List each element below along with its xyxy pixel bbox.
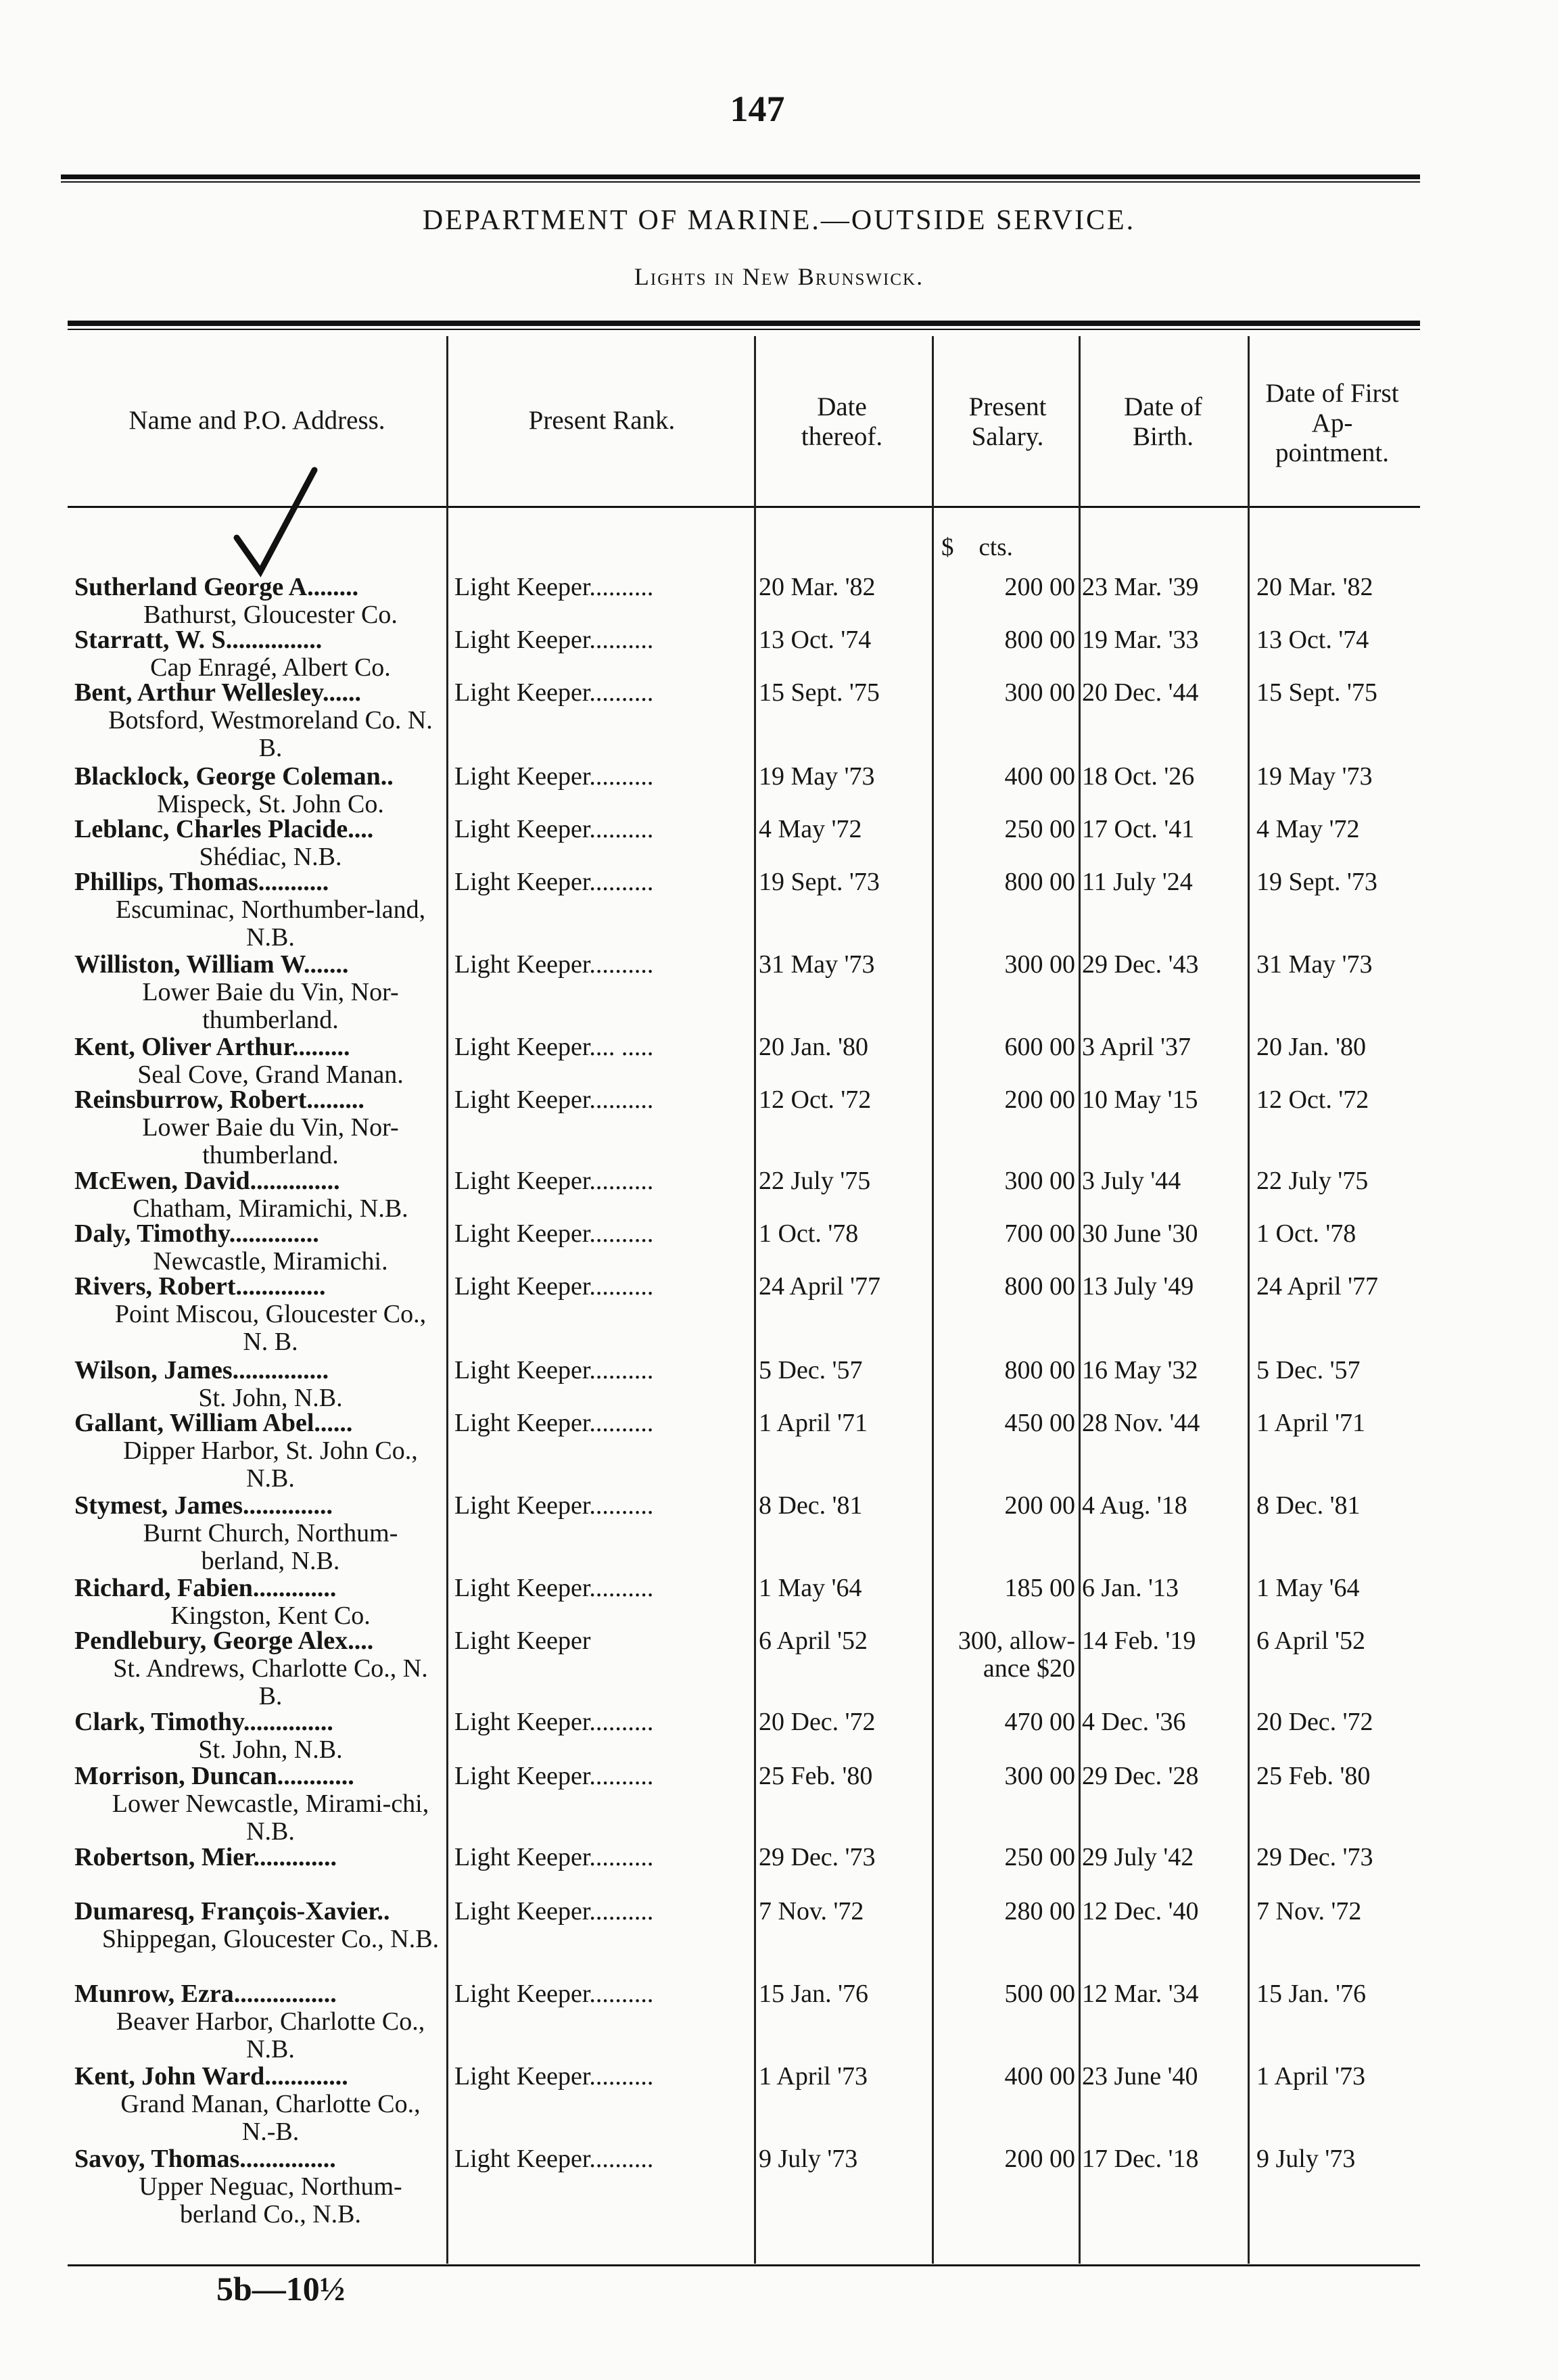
cell-birth: 23 June '40 <box>1082 2062 1198 2091</box>
table-top-rule <box>68 321 1420 326</box>
post-office-address: Escuminac, Northumber-land, N.B. <box>115 895 426 952</box>
cell-salary: 470 00 <box>1004 1708 1075 1736</box>
cell-first: 22 July '75 <box>1256 1167 1369 1195</box>
cell-date: 15 Jan. '76 <box>759 1980 869 2008</box>
cell-name-address <box>74 2063 440 2146</box>
cell-rank: Light Keeper <box>454 1627 591 1655</box>
cell-first: 12 Oct. '72 <box>1256 1086 1369 1114</box>
cell-date: 20 Jan. '80 <box>759 1033 869 1061</box>
cell-first: 1 April '73 <box>1256 2062 1365 2091</box>
keeper-name: Savoy, Thomas............... <box>74 2145 336 2173</box>
cell-name-address <box>74 816 440 871</box>
cell-first: 13 Oct. '74 <box>1256 626 1369 654</box>
cell-birth: 4 Aug. '18 <box>1082 1491 1187 1520</box>
cell-date: 22 July '75 <box>759 1167 871 1195</box>
post-office-address: Botsford, Westmoreland Co. N. B. <box>108 706 433 762</box>
header-name: Name and P.O. Address. <box>128 406 385 435</box>
keeper-name: Pendlebury, George Alex.... <box>74 1627 374 1655</box>
column-divider <box>754 336 756 2264</box>
cell-birth: 29 July '42 <box>1082 1843 1194 1871</box>
cell-first: 24 April '77 <box>1256 1272 1378 1301</box>
cell-date: 20 Mar. '82 <box>759 573 876 601</box>
cell-rank: Light Keeper.......... <box>454 574 654 601</box>
cell-rank: Light Keeper.......... <box>454 1086 654 1114</box>
cell-name-address <box>74 1708 440 1764</box>
cell-date: 12 Oct. '72 <box>759 1086 872 1114</box>
cell-name-address <box>74 868 440 952</box>
cell-salary: 500 00 <box>1004 1980 1075 2008</box>
cell-first: 31 May '73 <box>1256 950 1373 979</box>
cell-birth: 12 Mar. '34 <box>1082 1980 1199 2008</box>
cell-name-address <box>74 679 440 762</box>
post-office-address: St. John, N.B. <box>198 1735 343 1764</box>
cell-rank: Light Keeper.......... <box>454 679 654 707</box>
cell-first: 25 Feb. '80 <box>1256 1762 1371 1790</box>
cents-label: cts. <box>978 534 1013 561</box>
cell-rank: Light Keeper.......... <box>454 1273 654 1301</box>
cell-rank: Light Keeper.......... <box>454 763 654 791</box>
cell-salary: 800 00 <box>1004 1272 1075 1301</box>
cell-salary: 300, allow-ance $20 <box>958 1627 1075 1683</box>
cell-first: 19 May '73 <box>1256 762 1373 791</box>
header-date: Date thereof. <box>801 392 883 451</box>
cell-name-address <box>74 1492 440 1575</box>
cell-name-address <box>74 1409 440 1493</box>
post-office-address: Grand Manan, Charlotte Co., N.-B. <box>120 2090 421 2146</box>
cell-date: 19 May '73 <box>759 762 875 791</box>
header-first: Date of First Ap-pointment. <box>1265 379 1399 467</box>
cell-rank: Light Keeper.......... <box>454 1980 654 2008</box>
cell-name-address <box>74 1574 440 1630</box>
cell-birth: 28 Nov. '44 <box>1082 1409 1200 1437</box>
post-office-address: Chatham, Miramichi, N.B. <box>133 1194 408 1223</box>
post-office-address: Mispeck, St. John Co. <box>157 790 384 818</box>
keeper-name: Williston, William W....... <box>74 951 349 979</box>
cell-name-address <box>74 763 440 818</box>
cell-first: 8 Dec. '81 <box>1256 1491 1361 1520</box>
cell-birth: 3 July '44 <box>1082 1167 1181 1195</box>
header-rank: Present Rank. <box>528 406 676 435</box>
cell-birth: 4 Dec. '36 <box>1082 1708 1186 1736</box>
cell-birth: 3 April '37 <box>1082 1033 1191 1061</box>
cell-name-address <box>74 1627 440 1710</box>
post-office-address: Newcastle, Miramichi. <box>153 1247 388 1276</box>
cell-birth: 10 May '15 <box>1082 1086 1198 1114</box>
cell-rank: Light Keeper.......... <box>454 1357 654 1384</box>
cell-name-address <box>74 574 440 629</box>
post-office-address: Shédiac, N.B. <box>199 843 342 871</box>
cell-name-address <box>74 2145 440 2229</box>
post-office-address: St. John, N.B. <box>198 1384 343 1412</box>
top-rule-thick <box>61 174 1420 179</box>
cell-salary: 280 00 <box>1004 1897 1075 1926</box>
cell-birth: 19 Mar. '33 <box>1082 626 1199 654</box>
cell-birth: 17 Dec. '18 <box>1082 2145 1199 2173</box>
top-rule-thin <box>61 181 1420 183</box>
keeper-name: Dumaresq, François-Xavier.. <box>74 1898 390 1926</box>
cell-name-address <box>74 951 440 1034</box>
post-office-address: Point Miscou, Gloucester Co., N. B. <box>114 1300 427 1356</box>
keeper-name: McEwen, David.............. <box>74 1167 340 1195</box>
cell-date: 5 Dec. '57 <box>759 1356 863 1384</box>
keeper-name: Reinsburrow, Robert......... <box>74 1086 364 1114</box>
cell-date: 1 April '73 <box>759 2062 868 2091</box>
cell-birth: 29 Dec. '43 <box>1082 950 1199 979</box>
keeper-name: Kent, Oliver Arthur......... <box>74 1033 350 1061</box>
cell-salary: 800 00 <box>1004 1356 1075 1384</box>
keeper-name: Stymest, James.............. <box>74 1492 333 1520</box>
department-title: DEPARTMENT OF MARINE.—OUTSIDE SERVICE. <box>422 205 1136 236</box>
cell-first: 15 Jan. '76 <box>1256 1980 1367 2008</box>
cell-rank: Light Keeper.......... <box>454 1574 654 1602</box>
cell-rank: Light Keeper.......... <box>454 2063 654 2091</box>
cell-first: 6 April '52 <box>1256 1627 1365 1655</box>
cell-name-address <box>74 1357 440 1412</box>
cell-salary: 300 00 <box>1004 678 1075 707</box>
cell-name-address <box>74 1167 440 1223</box>
cell-date: 1 Oct. '78 <box>759 1219 859 1248</box>
cell-date: 29 Dec. '73 <box>759 1843 876 1871</box>
cell-salary: 250 00 <box>1004 815 1075 843</box>
cell-date: 4 May '72 <box>759 815 862 843</box>
cell-first: 15 Sept. '75 <box>1256 678 1377 707</box>
cell-rank: Light Keeper.......... <box>454 1844 654 1871</box>
cell-name-address <box>74 1220 440 1276</box>
post-office-address: Lower Newcastle, Mirami-chi, N.B. <box>112 1790 429 1846</box>
cell-rank: Light Keeper.......... <box>454 2145 654 2173</box>
cell-salary: 800 00 <box>1004 868 1075 896</box>
table-bottom-rule <box>68 2264 1420 2266</box>
keeper-name: Phillips, Thomas........... <box>74 868 329 896</box>
page-number: 147 <box>730 89 785 129</box>
cell-salary: 300 00 <box>1004 950 1075 979</box>
cell-date: 31 May '73 <box>759 950 875 979</box>
keeper-name: Leblanc, Charles Placide.... <box>74 816 374 843</box>
post-office-address: Burnt Church, Northum-berland, N.B. <box>143 1519 398 1575</box>
cell-date: 24 April '77 <box>759 1272 880 1301</box>
cell-birth: 13 July '49 <box>1082 1272 1194 1301</box>
post-office-address: Upper Neguac, Northum-berland Co., N.B. <box>139 2172 402 2229</box>
cell-first: 29 Dec. '73 <box>1256 1843 1373 1871</box>
footer-signature: 5b—10½ <box>216 2270 346 2308</box>
post-office-address: Lower Baie du Vin, Nor-thumberland. <box>142 978 399 1034</box>
column-divider <box>446 336 448 2264</box>
cell-first: 20 Jan. '80 <box>1256 1033 1367 1061</box>
cell-date: 19 Sept. '73 <box>759 868 880 896</box>
cell-salary: 200 00 <box>1004 2145 1075 2173</box>
cell-first: 1 April '71 <box>1256 1409 1365 1437</box>
cell-rank: Light Keeper.... ..... <box>454 1033 654 1061</box>
post-office-address: Cap Enragé, Albert Co. <box>150 653 391 682</box>
cell-salary: 800 00 <box>1004 626 1075 654</box>
cell-salary: 300 00 <box>1004 1762 1075 1790</box>
cell-first: 20 Mar. '82 <box>1256 573 1373 601</box>
cell-rank: Light Keeper.......... <box>454 1220 654 1248</box>
cell-rank: Light Keeper.......... <box>454 816 654 843</box>
cell-date: 1 April '71 <box>759 1409 868 1437</box>
keeper-name: Sutherland George A........ <box>74 574 359 601</box>
post-office-address: Dipper Harbor, St. John Co., N.B. <box>123 1437 418 1493</box>
column-divider <box>1248 336 1250 2264</box>
cell-salary: 700 00 <box>1004 1219 1075 1248</box>
post-office-address: Shippegan, Gloucester Co., N.B. <box>101 1925 440 1953</box>
cell-birth: 20 Dec. '44 <box>1082 678 1199 707</box>
cell-first: 19 Sept. '73 <box>1256 868 1377 896</box>
cell-date: 13 Oct. '74 <box>759 626 872 654</box>
cell-birth: 29 Dec. '28 <box>1082 1762 1199 1790</box>
keeper-name: Blacklock, George Coleman.. <box>74 763 394 791</box>
cell-birth: 16 May '32 <box>1082 1356 1198 1384</box>
cell-salary: 200 00 <box>1004 1086 1075 1114</box>
column-divider <box>932 336 934 2264</box>
cell-birth: 6 Jan. '13 <box>1082 1574 1179 1602</box>
cell-salary: 400 00 <box>1004 2062 1075 2091</box>
post-office-address: St. Andrews, Charlotte Co., N. B. <box>113 1654 428 1710</box>
keeper-name: Morrison, Duncan............ <box>74 1763 354 1790</box>
cell-salary: 185 00 <box>1004 1574 1075 1602</box>
cell-rank: Light Keeper.......... <box>454 1898 654 1926</box>
cell-date: 7 Nov. '72 <box>759 1897 864 1926</box>
check-mark-icon <box>230 463 325 578</box>
cell-birth: 12 Dec. '40 <box>1082 1897 1199 1926</box>
header-birth: Date of Birth. <box>1124 392 1202 451</box>
keeper-name: Gallant, William Abel...... <box>74 1409 353 1437</box>
keeper-name: Munrow, Ezra................ <box>74 1980 337 2008</box>
cell-salary: 600 00 <box>1004 1033 1075 1061</box>
cell-rank: Light Keeper.......... <box>454 1763 654 1790</box>
currency-units <box>941 533 1013 562</box>
cell-rank: Light Keeper.......... <box>454 868 654 896</box>
cell-first: 5 Dec. '57 <box>1256 1356 1361 1384</box>
header-salary: Present Salary. <box>968 392 1047 451</box>
keeper-name: Richard, Fabien............. <box>74 1574 337 1602</box>
cell-birth: 11 July '24 <box>1082 868 1193 896</box>
cell-date: 20 Dec. '72 <box>759 1708 876 1736</box>
cell-first: 1 Oct. '78 <box>1256 1219 1356 1248</box>
cell-date: 9 July '73 <box>759 2145 858 2173</box>
cell-birth: 30 June '30 <box>1082 1219 1198 1248</box>
post-office-address: Beaver Harbor, Charlotte Co., N.B. <box>116 2007 425 2063</box>
cell-date: 6 April '52 <box>759 1627 868 1655</box>
cell-rank: Light Keeper.......... <box>454 1409 654 1437</box>
section-subtitle: Lights in New Brunswick. <box>634 263 924 290</box>
cell-salary: 450 00 <box>1004 1409 1075 1437</box>
cell-salary: 200 00 <box>1004 573 1075 601</box>
cell-rank: Light Keeper.......... <box>454 1492 654 1520</box>
post-office-address: Bathurst, Gloucester Co. <box>143 601 398 629</box>
cell-date: 15 Sept. '75 <box>759 678 880 707</box>
cell-date: 1 May '64 <box>759 1574 862 1602</box>
cell-name-address <box>74 1033 440 1089</box>
cell-name-address <box>74 1980 440 2063</box>
keeper-name: Rivers, Robert.............. <box>74 1273 326 1301</box>
cell-date: 25 Feb. '80 <box>759 1762 873 1790</box>
cell-name-address <box>74 1086 440 1169</box>
cell-birth: 14 Feb. '19 <box>1082 1627 1196 1655</box>
cell-salary: 400 00 <box>1004 762 1075 791</box>
post-office-address: Seal Cove, Grand Manan. <box>137 1060 404 1089</box>
cell-name-address <box>74 1273 440 1356</box>
post-office-address: Kingston, Kent Co. <box>170 1602 371 1630</box>
keeper-name: Bent, Arthur Wellesley...... <box>74 679 361 707</box>
cell-name-address <box>74 1844 440 1871</box>
keeper-name: Daly, Timothy.............. <box>74 1220 319 1248</box>
cell-rank: Light Keeper.......... <box>454 1167 654 1195</box>
keeper-name: Robertson, Mier............. <box>74 1844 337 1871</box>
post-office-address: Lower Baie du Vin, Nor-thumberland. <box>142 1113 399 1169</box>
cell-salary: 300 00 <box>1004 1167 1075 1195</box>
cell-name-address <box>74 1763 440 1846</box>
cell-salary: 250 00 <box>1004 1843 1075 1871</box>
cell-birth: 23 Mar. '39 <box>1082 573 1199 601</box>
keeper-name: Wilson, James............... <box>74 1357 329 1384</box>
cell-rank: Light Keeper.......... <box>454 626 654 654</box>
cell-first: 4 May '72 <box>1256 815 1360 843</box>
cell-birth: 17 Oct. '41 <box>1082 815 1195 843</box>
cell-birth: 18 Oct. '26 <box>1082 762 1195 791</box>
cell-date: 8 Dec. '81 <box>759 1491 863 1520</box>
keeper-name: Kent, John Ward............. <box>74 2063 348 2091</box>
cell-first: 1 May '64 <box>1256 1574 1360 1602</box>
cell-first: 7 Nov. '72 <box>1256 1897 1362 1926</box>
table-top-rule-thin <box>68 329 1420 330</box>
cell-name-address <box>74 626 440 682</box>
cell-salary: 200 00 <box>1004 1491 1075 1520</box>
cell-first: 9 July '73 <box>1256 2145 1356 2173</box>
column-divider <box>1079 336 1081 2264</box>
cell-name-address <box>74 1898 440 1953</box>
keeper-name: Starratt, W. S............... <box>74 626 323 654</box>
cell-rank: Light Keeper.......... <box>454 951 654 979</box>
keeper-name: Clark, Timothy.............. <box>74 1708 333 1736</box>
cell-rank: Light Keeper.......... <box>454 1708 654 1736</box>
cell-first: 20 Dec. '72 <box>1256 1708 1373 1736</box>
dollar-sign: $ <box>941 534 954 561</box>
